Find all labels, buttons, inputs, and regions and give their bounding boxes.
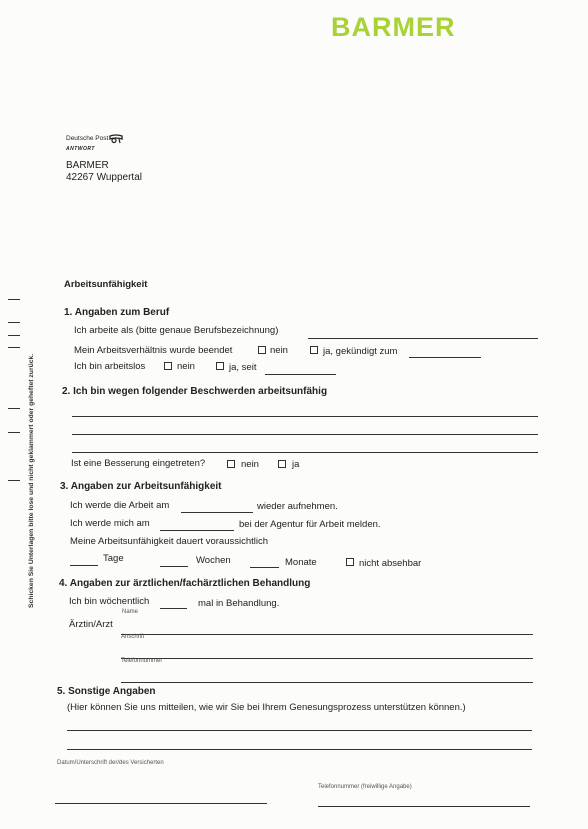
address-line-2: 42267 Wuppertal (66, 172, 142, 183)
section-3-heading: 3. Angaben zur Arbeitsunfähigkeit (60, 481, 222, 492)
agency-date-field[interactable] (160, 530, 234, 531)
job-label: Ich arbeite als (bitte genaue Berufsbezeichnung) (74, 325, 279, 336)
fold-mark (8, 408, 20, 409)
improvement-no-checkbox[interactable] (227, 460, 235, 468)
doctor-name-caption: Name (122, 609, 139, 615)
other-line-1[interactable] (67, 730, 532, 731)
unemployed-since-field[interactable] (265, 374, 336, 375)
resume-work-suffix: wieder aufnehmen. (257, 501, 338, 512)
doctor-label: Ärztin/Arzt (69, 619, 113, 630)
days-field[interactable] (70, 565, 98, 566)
complaints-line-1[interactable] (72, 416, 538, 417)
unemployed-label: Ich bin arbeitslos (74, 361, 146, 372)
agency-label: Ich werde mich am (70, 518, 150, 529)
unforeseeable-label: nicht absehbar (359, 558, 422, 569)
fold-mark (8, 322, 20, 323)
other-line-2[interactable] (67, 749, 532, 750)
ended-no-checkbox[interactable] (258, 346, 266, 354)
employment-ended-label: Mein Arbeitsverhältnis wurde beendet (74, 345, 233, 356)
section-5-hint: (Hier können Sie uns mitteilen, wie wir Sie bei Ihrem Genesungsprozess unterstützen können.) (67, 702, 466, 713)
doctor-phone-caption: Telefonnummer (121, 658, 163, 664)
section-1-heading: 1. Angaben zum Beruf (64, 307, 170, 318)
barmer-logo: BARMER (331, 12, 456, 42)
resume-work-label: Ich werde die Arbeit am (70, 500, 170, 511)
job-field[interactable] (308, 338, 538, 339)
unforeseeable-checkbox[interactable] (346, 558, 354, 566)
fold-mark (8, 432, 20, 433)
weeks-field[interactable] (160, 566, 188, 567)
months-label: Monate (285, 557, 317, 568)
fold-mark (8, 299, 20, 300)
weeks-label: Wochen (196, 555, 231, 566)
post-logo-sub: ANTWORT (66, 146, 95, 152)
agency-suffix: bei der Agentur für Arbeit melden. (239, 519, 381, 530)
ended-yes-label: ja, gekündigt zum (323, 346, 398, 357)
optional-phone-caption: Telefonnummer (freiwillige Angabe) (318, 784, 412, 790)
ended-no-label: nein (270, 345, 288, 356)
weekly-treatment-suffix: mal in Behandlung. (198, 598, 280, 609)
doctor-address-field[interactable] (121, 658, 533, 659)
optional-phone-field[interactable] (318, 806, 530, 807)
section-4-heading: 4. Angaben zur ärztlichen/fachärztlichen Behandlung (59, 578, 311, 589)
improvement-no-label: nein (241, 459, 259, 470)
days-label: Tage (103, 553, 124, 564)
weekly-treatment-label: Ich bin wöchentlich (69, 596, 150, 607)
section-5-heading: 5. Sonstige Angaben (57, 686, 156, 697)
doctor-address-caption: Anschrift (121, 634, 145, 640)
improvement-yes-checkbox[interactable] (278, 460, 286, 468)
section-2-heading: 2. Ich bin wegen folgender Beschwerden arbeitsunfähig (62, 386, 328, 397)
signature-caption: Datum/Unterschrift der/des Versicherten (57, 760, 164, 766)
unemployed-yes-label: ja, seit (229, 362, 257, 373)
post-horn-icon (109, 131, 123, 149)
form-title: Arbeitsunfähigkeit (64, 279, 148, 290)
duration-label: Meine Arbeitsunfähigkeit dauert voraussichtlich (70, 536, 269, 547)
unemployed-no-label: nein (177, 361, 195, 372)
improvement-label: Ist eine Besserung eingetreten? (71, 458, 206, 469)
doctor-phone-field[interactable] (121, 682, 533, 683)
side-note: Schicken Sie Unterlagen bitte lose und nicht geklammert oder geheftet zurück. (28, 353, 35, 608)
improvement-yes-label: ja (292, 459, 300, 470)
fold-mark (8, 480, 20, 481)
weekly-count-field[interactable] (160, 608, 187, 609)
unemployed-yes-checkbox[interactable] (216, 362, 224, 370)
terminated-date-field[interactable] (409, 357, 481, 358)
fold-mark (8, 347, 20, 348)
unemployed-no-checkbox[interactable] (164, 362, 172, 370)
resume-date-field[interactable] (181, 512, 253, 513)
complaints-line-3[interactable] (72, 452, 538, 453)
months-field[interactable] (250, 567, 279, 568)
signature-field[interactable] (55, 803, 267, 804)
post-logo-name: Deutsche Post (66, 135, 109, 142)
ended-yes-checkbox[interactable] (310, 346, 318, 354)
fold-mark (8, 335, 20, 336)
address-line-1: BARMER (66, 160, 109, 171)
doctor-name-field[interactable] (121, 634, 533, 635)
complaints-line-2[interactable] (72, 434, 538, 435)
